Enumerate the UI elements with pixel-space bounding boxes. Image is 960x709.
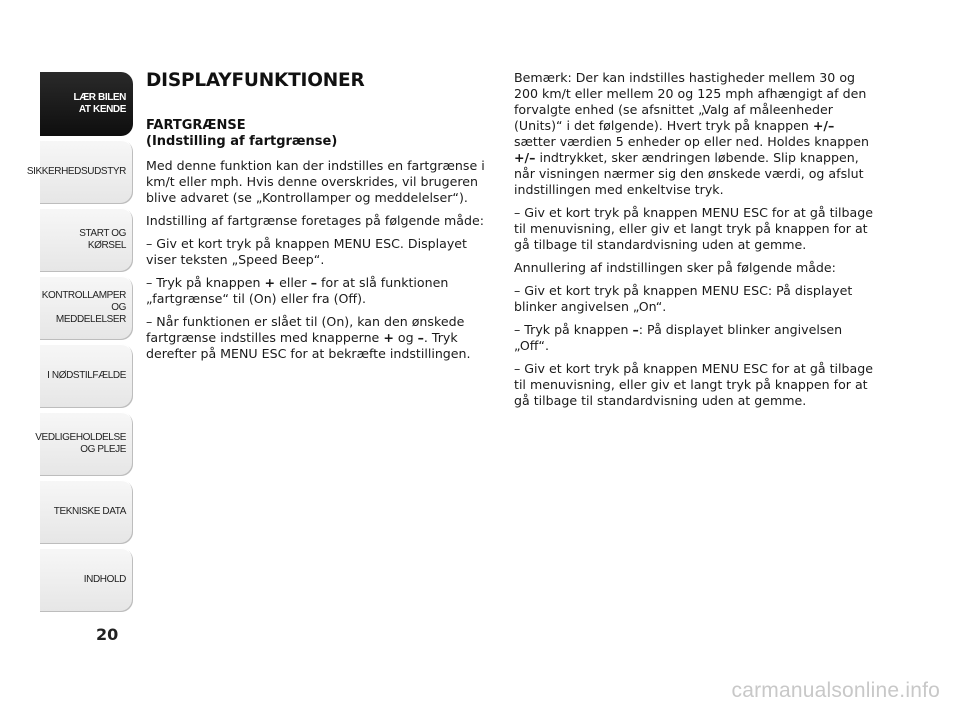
paragraph-step-1: – Giv et kort tryk på knappen MENU ESC. Displayet viser teksten „Speed Beep“. [146, 236, 467, 267]
paragraph-note [514, 70, 874, 198]
plus-key-symbol: + [264, 275, 276, 290]
text-run: for at slå funktionen „fartgrænse“ til (On) eller fra (Off). [146, 275, 449, 306]
minus-key-symbol: – [632, 322, 639, 337]
tab-label: TEKNISKE DATA [53, 506, 126, 517]
tab-indhold[interactable] [40, 548, 133, 612]
tab-label: I NØDSTILFÆLDE [47, 370, 126, 381]
plus-minus-key-symbol: +/– [514, 150, 536, 165]
minus-key-symbol: – [417, 330, 424, 345]
text-run: – Når funktionen er slået til (On), kan den ønskede fartgrænse indstilles med knapperne [146, 314, 465, 345]
plus-key-symbol: + [383, 330, 394, 345]
tab-label: SIKKERHEDSUDSTYR [26, 166, 126, 177]
text-run: og [393, 330, 418, 345]
tab-label: KONTROLLAMPER OG MEDDELELSER [41, 290, 126, 325]
chapter-sidebar [26, 72, 133, 616]
right-column [514, 70, 874, 416]
left-column [146, 70, 491, 369]
tab-start-og-koersel[interactable] [40, 208, 133, 272]
plus-minus-key-symbol: +/– [812, 118, 835, 133]
text-run: Bemærk: Der kan indstilles hastigheder mellem 30 og 200 km/t eller mellem 20 og 125 mph afhængigt af den forvalgte enhed (se afsnittet „Valg af måleenheder (Units)“ i det følgende). Hvert tryk på knappen [514, 70, 867, 133]
paragraph-cancel-step-1: – Giv et kort tryk på knappen MENU ESC: På displayet blinker angivelsen „On“. [514, 283, 853, 314]
paragraph-procedure: Indstilling af fartgrænse foretages på følgende måde: [146, 213, 484, 228]
text-run: eller [275, 275, 311, 290]
tab-laer-bilen-at-kende[interactable] [40, 72, 133, 136]
subsection-heading [146, 118, 491, 150]
subsection-title: FARTGRÆNSE [146, 118, 246, 133]
paragraph-cancel-step-3: – Giv et kort tryk på knappen MENU ESC for at gå tilbage til menuvisning, eller giv et langt tryk på knappen for at gå tilbage til standardvisning uden at gemme. [514, 361, 873, 408]
tab-vedligeholdelse[interactable] [35, 412, 133, 476]
tab-label: INDHOLD [83, 574, 126, 585]
paragraph-intro: Med denne funktion kan der indstilles en fartgrænse i km/t eller mph. Hvis denne overskrides, vil brugeren blive advaret (se „Kontrollamper og meddelelser“). [146, 158, 485, 205]
section-title: DISPLAYFUNKTIONER [146, 70, 365, 91]
tab-i-noedstilfaelde[interactable] [40, 344, 133, 408]
text-run: indtrykket, sker ændringen løbende. Slip knappen, når visningen nærmer sig den ønskede værdi, og afslut indstillingen med enkeltvise tryk. [514, 150, 864, 197]
watermark: carmanualsonline.info [731, 679, 940, 702]
text-run: – Tryk på knappen [514, 322, 633, 337]
subsection-subtitle: (Indstilling af fartgrænse) [146, 134, 338, 149]
page-number: 20 [96, 625, 119, 644]
paragraph-step-3 [146, 314, 491, 362]
text-run: . Tryk derefter på MENU ESC for at bekræfte indstillingen. [146, 330, 471, 361]
text-run: sætter værdien 5 enheder op eller ned. Holdes knappen [514, 134, 869, 149]
paragraph-exit: – Giv et kort tryk på knappen MENU ESC for at gå tilbage til menuvisning, eller giv et langt tryk på knappen for at gå tilbage til standardvisning uden at gemme. [514, 205, 873, 252]
text-run: – Tryk på knappen [146, 275, 265, 290]
tab-tekniske-data[interactable] [40, 480, 133, 544]
tab-sikkerhedsudstyr[interactable] [26, 140, 133, 204]
tab-label: VEDLIGEHOLDELSE OG PLEJE [35, 432, 126, 455]
tab-label: START OG KØRSEL [79, 228, 126, 251]
minus-key-symbol: – [310, 275, 318, 290]
paragraph-cancel-step-2 [514, 322, 874, 354]
text-run: : På displayet blinker angivelsen „Off“. [514, 322, 843, 353]
tab-kontrollamper[interactable] [40, 276, 133, 340]
tab-label: LÆR BILEN AT KENDE [73, 92, 126, 115]
paragraph-cancel-intro: Annullering af indstillingen sker på følgende måde: [514, 260, 836, 275]
paragraph-step-2 [146, 275, 491, 307]
